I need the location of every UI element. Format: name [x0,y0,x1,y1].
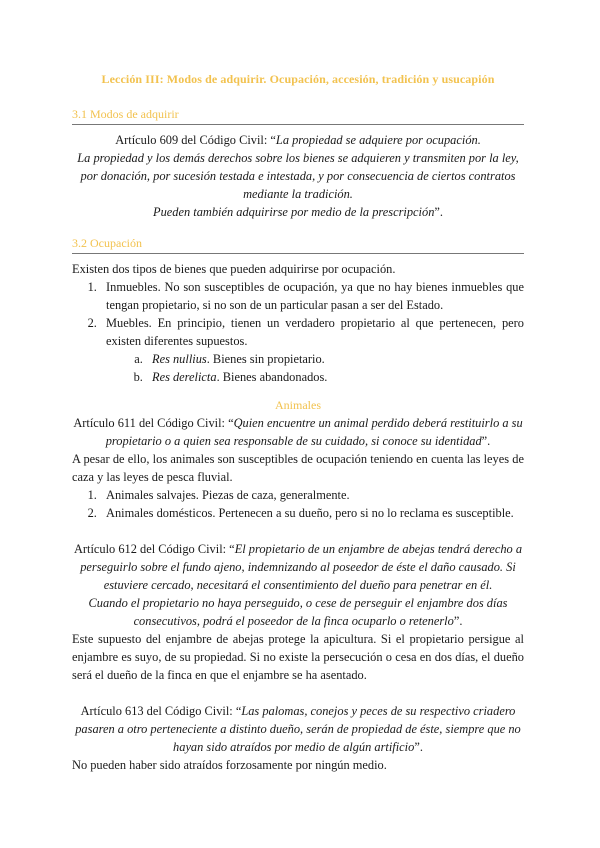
article-609-quote [72,131,524,221]
article-text: La propiedad se adquiere por ocupación. [275,133,481,147]
article-reference: Artículo 609 del Código Civil: “ [115,133,276,147]
numbered-list [72,278,524,386]
list-item: 1. Animales salvajes. Piezas de caza, generalmente. [100,486,524,504]
section-heading-ocupacion: 3.2 Ocupación [72,236,142,250]
list-item: 1. Inmuebles. No son susceptibles de ocupación, ya que no hay bienes inmuebles que tengan propietario, si no son de un particular pasan a ser del Estado. [100,278,524,314]
list-item: 2. Muebles. En principio, tienen un verdadero propietario al que pertenecen, pero existen diferentes supuestos. a. Res nullius. Bienes sin propietario. b. Res derelicta. Bienes abandonados. [100,314,524,386]
lesson-title: Lección III: Modos de adquirir. Ocupación, accesión, tradición y usucapión [101,72,495,86]
section-heading-modos: 3.1 Modos de adquirir [72,107,179,121]
article-text: La propiedad y los demás derechos sobre los bienes se adquieren y transmiten por la ley, por donación, por sucesión testada e intestada, y por consecuencia de ciertos contratos mediante la tradición. [77,151,519,201]
section-divider [72,124,524,125]
document-page [72,70,524,774]
list-item: 2. Animales domésticos. Pertenecen a su dueño, pero si no lo reclama es susceptible. [100,504,524,522]
paragraph: No pueden haber sido atraídos forzosamente por ningún medio. [72,758,387,772]
lettered-list [106,350,524,386]
article-611-quote: Artículo 611 del Código Civil: “Quien encuentre un animal perdido deberá restituirlo a su propietario o a quien sea responsable de su cuidado, si conoce su identidad”. [73,416,523,448]
article-text: Pueden también adquirirse por medio de la prescripción [153,205,435,219]
list-item: a. Res nullius. Bienes sin propietario. [146,350,524,368]
list-item: b. Res derelicta. Bienes abandonados. [146,368,524,386]
quote-close: ”. [434,205,443,219]
section-divider [72,253,524,254]
article-613-quote: Artículo 613 del Código Civil: “Las palomas, conejos y peces de su respectivo criadero pasaren a otro perteneciente a distinto dueño, serán de propiedad de éste, siempre que no hayan sido atraídos por medio de algún artificio”. [75,704,521,754]
subheading-animales: Animales [275,398,321,412]
article-612-quote: Artículo 612 del Código Civil: “El propietario de un enjambre de abejas tendrá derecho a perseguirlo sobre el fundo ajeno, indemnizando al poseedor de éste el daño causado. Si estuviere cercado, necesitará el consentimiento del dueño para penetrar en él. Cuando el propietario no haya perseguido, o cese de perseguir el enjambre dos días consecutivos, podrá el poseedor de la finca ocuparlo o retenerlo”. [73,542,523,628]
paragraph: Existen dos tipos de bienes que pueden adquirirse por ocupación. [72,262,396,276]
paragraph: Este supuesto del enjambre de abejas protege la apicultura. Si el propietario persigue al enjambre es suyo, de su propiedad. Si no existe la persecución o cesa en dos días, el dueño será el dueño de la finca en que el enjambre se ha asentado. [72,632,524,682]
numbered-list [72,486,524,522]
paragraph: A pesar de ello, los animales son susceptibles de ocupación teniendo en cuenta las leyes de caza y las leyes de pesca fluvial. [72,452,524,484]
